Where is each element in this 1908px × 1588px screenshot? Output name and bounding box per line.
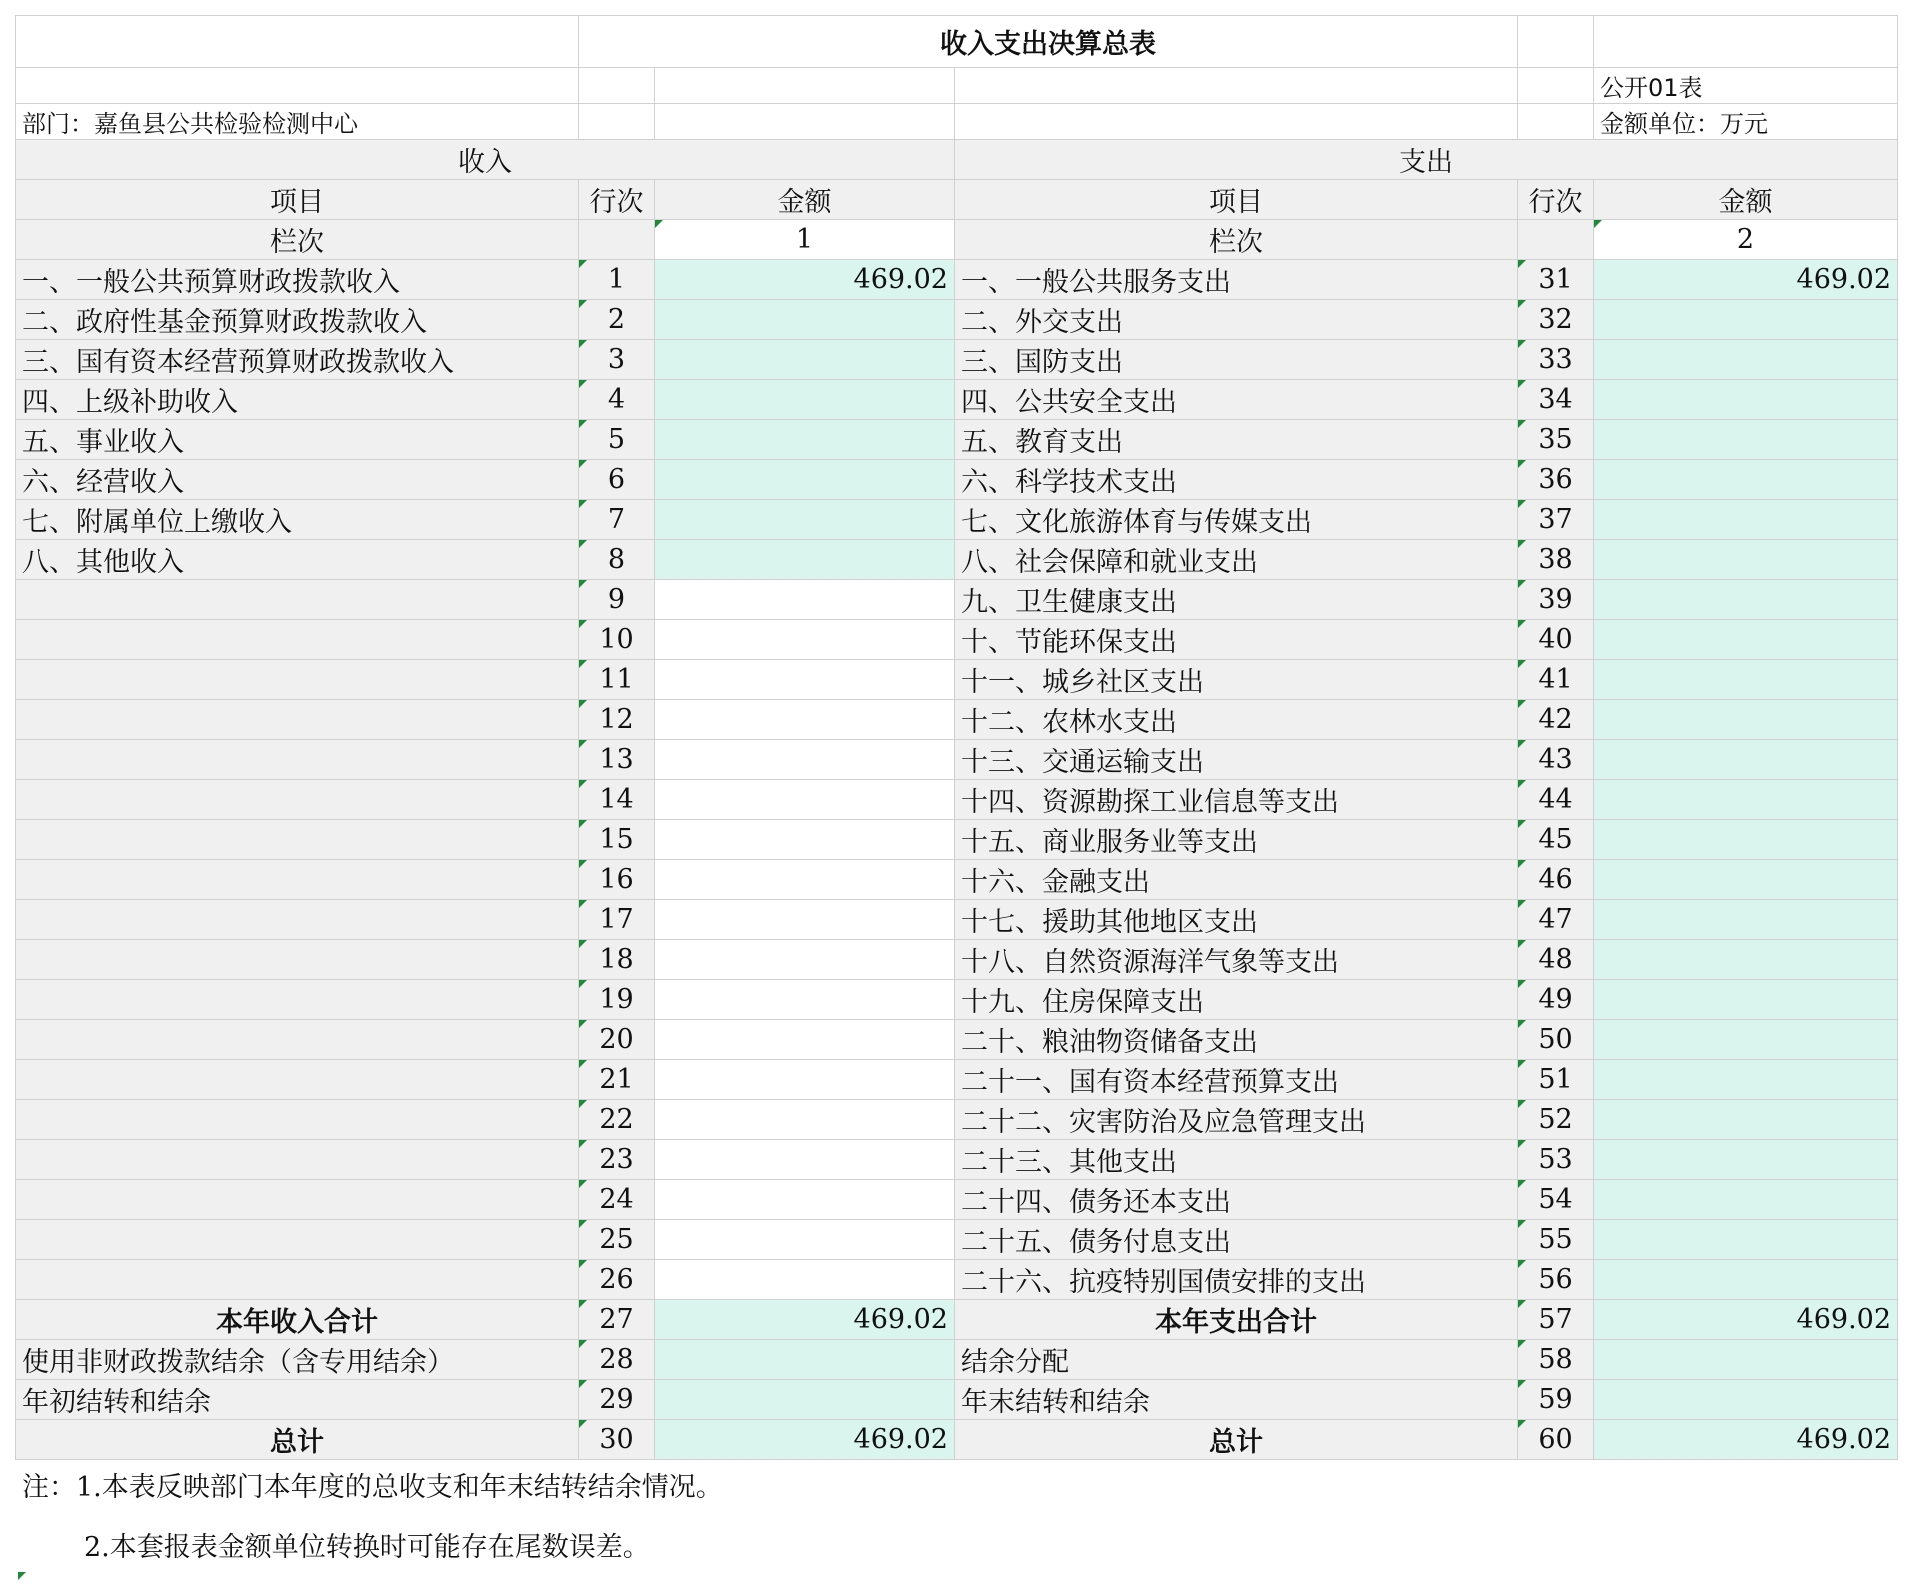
expense-item-cell: 九、卫生健康支出 [955, 580, 1518, 620]
income-item-cell: 四、上级补助收入 [16, 380, 579, 420]
income-amount-cell [655, 1180, 955, 1220]
expense-row-no-cell: 38 [1518, 540, 1594, 580]
table-row [16, 260, 1898, 300]
expense-item-cell: 十九、住房保障支出 [955, 980, 1518, 1020]
expense-amount-cell: 469.02 [1594, 260, 1898, 300]
expense-row-no-cell: 49 [1518, 980, 1594, 1020]
table-row [16, 1100, 1898, 1140]
page-title: 收入支出决算总表 [579, 16, 1518, 68]
table-row [16, 940, 1898, 980]
expense-row-no-cell: 32 [1518, 300, 1594, 340]
income-amount-cell [655, 420, 955, 460]
expense-item-cell: 二、外交支出 [955, 300, 1518, 340]
income-row-no-cell: 13 [579, 740, 655, 780]
income-item-cell [16, 660, 579, 700]
income-row-no-cell: 30 [579, 1420, 655, 1460]
table-row [16, 1060, 1898, 1100]
expense-item-cell: 二十、粮油物资储备支出 [955, 1020, 1518, 1060]
income-amount-cell [655, 1140, 955, 1180]
expense-row-no-header: 行次 [1518, 180, 1594, 220]
income-row-no-cell: 12 [579, 700, 655, 740]
income-section-header: 收入 [16, 140, 955, 180]
income-amount-cell [655, 1020, 955, 1060]
income-item-cell: 三、国有资本经营预算财政拨款收入 [16, 340, 579, 380]
note-2: 2.本套报表金额单位转换时可能存在尾数误差。 [84, 1532, 650, 1563]
income-item-cell [16, 1020, 579, 1060]
expense-amount-cell [1594, 1260, 1898, 1300]
income-row-no-cell: 14 [579, 780, 655, 820]
income-amount-cell [655, 1340, 955, 1380]
income-row-no-cell: 25 [579, 1220, 655, 1260]
expense-item-cell: 本年支出合计 [955, 1300, 1518, 1340]
income-row-no-cell: 7 [579, 500, 655, 540]
expense-row-no-cell: 57 [1518, 1300, 1594, 1340]
income-item-cell: 本年收入合计 [16, 1300, 579, 1340]
expense-row-no-cell: 43 [1518, 740, 1594, 780]
income-row-no-header: 行次 [579, 180, 655, 220]
final-accounts-table [15, 15, 1898, 1460]
expense-item-cell: 五、教育支出 [955, 420, 1518, 460]
expense-row-no-cell: 40 [1518, 620, 1594, 660]
expense-row-no-cell: 53 [1518, 1140, 1594, 1180]
income-item-cell: 二、政府性基金预算财政拨款收入 [16, 300, 579, 340]
expense-item-cell: 十五、商业服务业等支出 [955, 820, 1518, 860]
expense-amount-cell [1594, 1140, 1898, 1180]
expense-amount-cell [1594, 820, 1898, 860]
income-row-no-cell: 1 [579, 260, 655, 300]
expense-amount-cell [1594, 1020, 1898, 1060]
expense-amount-cell [1594, 940, 1898, 980]
expense-amount-cell [1594, 340, 1898, 380]
expense-row-no-cell: 31 [1518, 260, 1594, 300]
income-amount-cell [655, 900, 955, 940]
table-row [16, 420, 1898, 460]
expense-item-cell: 六、科学技术支出 [955, 460, 1518, 500]
expense-amount-cell [1594, 540, 1898, 580]
table-row [16, 1180, 1898, 1220]
table-row [16, 820, 1898, 860]
expense-item-cell: 十四、资源勘探工业信息等支出 [955, 780, 1518, 820]
income-row-no-cell: 29 [579, 1380, 655, 1420]
unit-label: 金额单位：万元 [1594, 104, 1898, 140]
expense-item-cell: 结余分配 [955, 1340, 1518, 1380]
income-row-no-cell: 20 [579, 1020, 655, 1060]
income-item-cell [16, 900, 579, 940]
income-amount-cell [655, 940, 955, 980]
expense-amount-cell: 469.02 [1594, 1300, 1898, 1340]
income-row-no-cell: 23 [579, 1140, 655, 1180]
income-row-no-cell: 9 [579, 580, 655, 620]
expense-row-no-cell: 45 [1518, 820, 1594, 860]
income-column-label: 栏次 [16, 220, 579, 260]
income-item-cell [16, 580, 579, 620]
income-amount-cell [655, 1380, 955, 1420]
income-item-cell: 六、经营收入 [16, 460, 579, 500]
expense-item-cell: 二十五、债务付息支出 [955, 1220, 1518, 1260]
expense-row-no-cell: 34 [1518, 380, 1594, 420]
expense-item-cell: 十六、金融支出 [955, 860, 1518, 900]
expense-row-no-cell: 56 [1518, 1260, 1594, 1300]
expense-amount-cell [1594, 740, 1898, 780]
income-item-cell [16, 1260, 579, 1300]
expense-item-cell: 二十四、债务还本支出 [955, 1180, 1518, 1220]
income-item-cell: 七、附属单位上缴收入 [16, 500, 579, 540]
expense-item-cell: 八、社会保障和就业支出 [955, 540, 1518, 580]
income-row-no-cell: 8 [579, 540, 655, 580]
income-amount-cell: 469.02 [655, 260, 955, 300]
expense-amount-cell [1594, 1180, 1898, 1220]
expense-item-cell: 年末结转和结余 [955, 1380, 1518, 1420]
table-row [16, 740, 1898, 780]
table-row [16, 1220, 1898, 1260]
income-item-cell [16, 1100, 579, 1140]
table-row [16, 1380, 1898, 1420]
table-row [16, 1140, 1898, 1180]
income-item-cell: 一、一般公共预算财政拨款收入 [16, 260, 579, 300]
table-row [16, 780, 1898, 820]
expense-item-cell: 十一、城乡社区支出 [955, 660, 1518, 700]
income-item-cell [16, 820, 579, 860]
expense-item-cell: 十、节能环保支出 [955, 620, 1518, 660]
expense-row-no-cell: 59 [1518, 1380, 1594, 1420]
income-row-no-cell: 27 [579, 1300, 655, 1340]
expense-row-no-cell: 55 [1518, 1220, 1594, 1260]
income-item-cell: 使用非财政拨款结余（含专用结余） [16, 1340, 579, 1380]
expense-row-no-cell: 54 [1518, 1180, 1594, 1220]
income-item-cell: 五、事业收入 [16, 420, 579, 460]
income-amount-cell [655, 1220, 955, 1260]
income-row-no-cell: 2 [579, 300, 655, 340]
table-row [16, 700, 1898, 740]
expense-amount-cell [1594, 780, 1898, 820]
note-1: 注：1.本表反映部门本年度的总收支和年末结转结余情况。 [22, 1472, 723, 1503]
income-item-cell [16, 980, 579, 1020]
income-amount-cell [655, 580, 955, 620]
income-row-no-cell: 10 [579, 620, 655, 660]
income-row-no-cell: 24 [579, 1180, 655, 1220]
income-item-cell [16, 740, 579, 780]
expense-row-no-cell: 46 [1518, 860, 1594, 900]
income-amount-cell [655, 1260, 955, 1300]
expense-row-no-cell: 33 [1518, 340, 1594, 380]
table-row [16, 1420, 1898, 1460]
income-item-cell: 八、其他收入 [16, 540, 579, 580]
table-row [16, 540, 1898, 580]
table-row [16, 1340, 1898, 1380]
expense-amount-cell [1594, 620, 1898, 660]
expense-amount-cell [1594, 580, 1898, 620]
expense-item-cell: 二十六、抗疫特别国债安排的支出 [955, 1260, 1518, 1300]
expense-row-no-cell: 50 [1518, 1020, 1594, 1060]
expense-item-cell: 十七、援助其他地区支出 [955, 900, 1518, 940]
income-amount-cell [655, 740, 955, 780]
income-row-no-cell: 19 [579, 980, 655, 1020]
income-item-cell [16, 940, 579, 980]
expense-item-cell: 十三、交通运输支出 [955, 740, 1518, 780]
income-amount-cell [655, 300, 955, 340]
income-amount-cell [655, 380, 955, 420]
income-item-cell [16, 780, 579, 820]
expense-amount-cell [1594, 380, 1898, 420]
expense-row-no-cell: 48 [1518, 940, 1594, 980]
expense-amount-cell [1594, 980, 1898, 1020]
income-amount-cell: 469.02 [655, 1420, 955, 1460]
income-amount-cell: 469.02 [655, 1300, 955, 1340]
expense-row-no-cell: 35 [1518, 420, 1594, 460]
expense-row-no-cell: 37 [1518, 500, 1594, 540]
income-row-no-cell: 22 [579, 1100, 655, 1140]
expense-column-number: 2 [1594, 220, 1898, 260]
income-amount-header: 金额 [655, 180, 955, 220]
expense-amount-cell: 469.02 [1594, 1420, 1898, 1460]
expense-item-cell: 总计 [955, 1420, 1518, 1460]
expense-row-no-cell: 42 [1518, 700, 1594, 740]
expense-amount-cell [1594, 420, 1898, 460]
income-row-no-cell: 15 [579, 820, 655, 860]
income-amount-cell [655, 820, 955, 860]
expense-row-no-cell: 47 [1518, 900, 1594, 940]
expense-amount-cell [1594, 1100, 1898, 1140]
income-row-no-cell: 18 [579, 940, 655, 980]
expense-amount-cell [1594, 1340, 1898, 1380]
income-amount-cell [655, 860, 955, 900]
table-row [16, 1260, 1898, 1300]
expense-section-header: 支出 [955, 140, 1898, 180]
income-amount-cell [655, 500, 955, 540]
expense-item-cell: 十二、农林水支出 [955, 700, 1518, 740]
department-label: 部门：嘉鱼县公共检验检测中心 [16, 104, 579, 140]
income-amount-cell [655, 780, 955, 820]
expense-row-no-cell: 58 [1518, 1340, 1594, 1380]
expense-item-header: 项目 [955, 180, 1518, 220]
income-row-no-cell: 5 [579, 420, 655, 460]
income-item-cell: 年初结转和结余 [16, 1380, 579, 1420]
income-amount-cell [655, 700, 955, 740]
income-row-no-cell: 11 [579, 660, 655, 700]
expense-row-no-cell: 44 [1518, 780, 1594, 820]
income-amount-cell [655, 660, 955, 700]
expense-amount-cell [1594, 860, 1898, 900]
income-column-number: 1 [655, 220, 955, 260]
income-row-no-cell: 26 [579, 1260, 655, 1300]
table-row [16, 900, 1898, 940]
form-code: 公开01表 [1594, 68, 1898, 104]
income-item-cell [16, 620, 579, 660]
income-row-no-cell: 28 [579, 1340, 655, 1380]
table-row [16, 380, 1898, 420]
income-item-cell [16, 1140, 579, 1180]
income-row-no-cell: 3 [579, 340, 655, 380]
income-item-cell: 总计 [16, 1420, 579, 1460]
expense-amount-cell [1594, 700, 1898, 740]
income-amount-cell [655, 1100, 955, 1140]
income-row-no-cell: 21 [579, 1060, 655, 1100]
expense-row-no-cell: 60 [1518, 1420, 1594, 1460]
income-item-header: 项目 [16, 180, 579, 220]
expense-amount-cell [1594, 300, 1898, 340]
table-row [16, 860, 1898, 900]
income-amount-cell [655, 340, 955, 380]
table-row [16, 620, 1898, 660]
income-amount-cell [655, 540, 955, 580]
income-row-no-cell: 6 [579, 460, 655, 500]
table-row [16, 980, 1898, 1020]
income-row-no-cell: 4 [579, 380, 655, 420]
expense-item-cell: 三、国防支出 [955, 340, 1518, 380]
expense-item-cell: 二十三、其他支出 [955, 1140, 1518, 1180]
income-amount-cell [655, 460, 955, 500]
expense-amount-cell [1594, 1380, 1898, 1420]
income-amount-cell [655, 980, 955, 1020]
expense-item-cell: 二十一、国有资本经营预算支出 [955, 1060, 1518, 1100]
income-amount-cell [655, 620, 955, 660]
income-item-cell [16, 1060, 579, 1100]
expense-row-no-cell: 39 [1518, 580, 1594, 620]
expense-row-no-cell: 51 [1518, 1060, 1594, 1100]
expense-item-cell: 四、公共安全支出 [955, 380, 1518, 420]
income-item-cell [16, 860, 579, 900]
comment-marker-icon [18, 1572, 26, 1580]
income-item-cell [16, 1220, 579, 1260]
expense-row-no-cell: 36 [1518, 460, 1594, 500]
expense-amount-cell [1594, 1060, 1898, 1100]
expense-item-cell: 十八、自然资源海洋气象等支出 [955, 940, 1518, 980]
table-row [16, 580, 1898, 620]
footnotes [22, 1468, 723, 1588]
income-row-no-cell: 17 [579, 900, 655, 940]
expense-item-cell: 二十二、灾害防治及应急管理支出 [955, 1100, 1518, 1140]
expense-amount-cell [1594, 660, 1898, 700]
expense-amount-cell [1594, 460, 1898, 500]
expense-amount-cell [1594, 1220, 1898, 1260]
table-row [16, 460, 1898, 500]
expense-column-label: 栏次 [955, 220, 1518, 260]
table-row [16, 660, 1898, 700]
expense-row-no-cell: 52 [1518, 1100, 1594, 1140]
expense-item-cell: 七、文化旅游体育与传媒支出 [955, 500, 1518, 540]
table-row [16, 1300, 1898, 1340]
expense-amount-cell [1594, 900, 1898, 940]
expense-item-cell: 一、一般公共服务支出 [955, 260, 1518, 300]
table-row [16, 1020, 1898, 1060]
income-row-no-cell: 16 [579, 860, 655, 900]
expense-amount-cell [1594, 500, 1898, 540]
table-row [16, 340, 1898, 380]
income-item-cell [16, 700, 579, 740]
table-row [16, 500, 1898, 540]
income-item-cell [16, 1180, 579, 1220]
income-amount-cell [655, 1060, 955, 1100]
expense-row-no-cell: 41 [1518, 660, 1594, 700]
table-row [16, 300, 1898, 340]
expense-amount-header: 金额 [1594, 180, 1898, 220]
